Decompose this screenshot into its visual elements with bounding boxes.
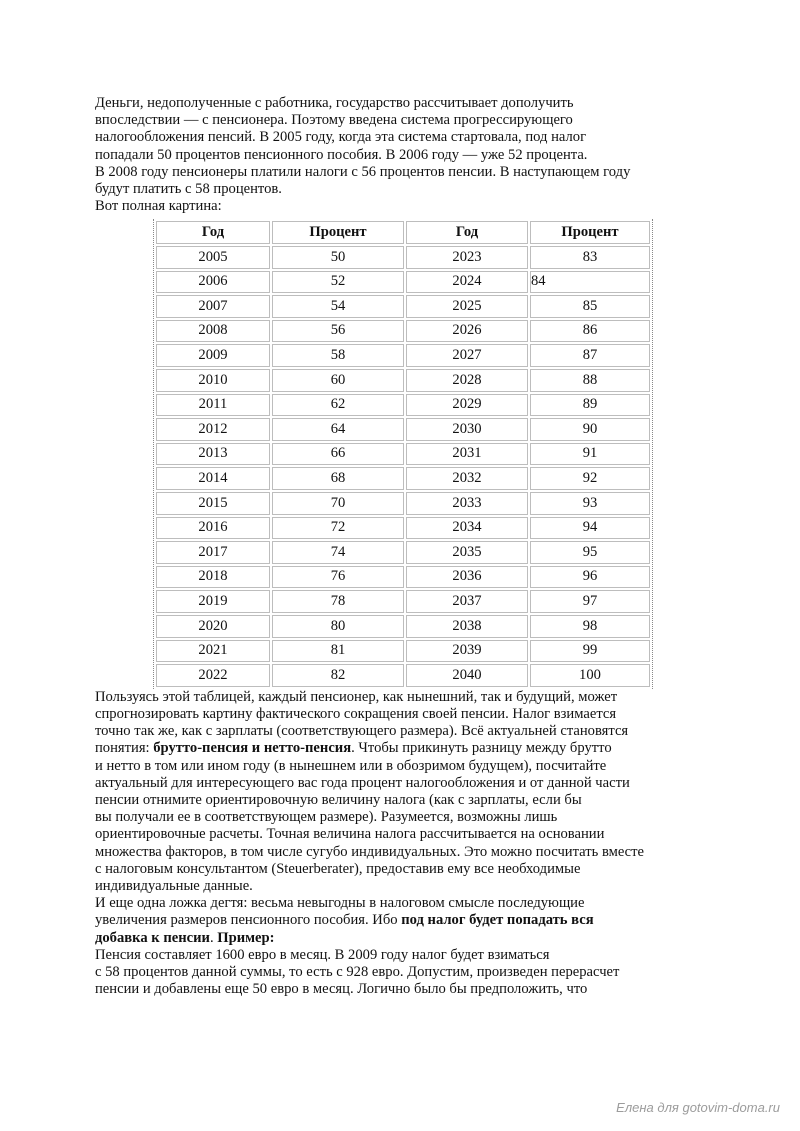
intro-line: налогообложения пенсий. В 2005 году, когда эта система стартовала, под налог [95, 129, 587, 146]
body-line: пенсии отнимите ориентировочную величину налога (как с зарплаты, если бы [95, 791, 582, 808]
percent-cell: 64 [272, 418, 404, 441]
percent-cell: 80 [272, 615, 404, 638]
year-cell: 2023 [406, 246, 528, 269]
table-row [156, 443, 650, 466]
percent-cell: 84 [530, 271, 650, 294]
year-cell: 2013 [156, 443, 270, 466]
year-cell: 2034 [406, 517, 528, 540]
year-cell: 2010 [156, 369, 270, 392]
header-percent: Процент [272, 221, 404, 244]
table-header-row [156, 221, 650, 244]
percent-cell: 72 [272, 517, 404, 540]
year-cell: 2012 [156, 418, 270, 441]
percent-cell: 97 [530, 590, 650, 613]
year-cell: 2037 [406, 590, 528, 613]
percent-cell: 78 [272, 590, 404, 613]
year-cell: 2030 [406, 418, 528, 441]
intro-line: Деньги, недополученные с работника, государство рассчитывает дополучить [95, 95, 574, 111]
year-cell: 2031 [406, 443, 528, 466]
body-line: ориентировочные расчеты. Точная величина налога рассчитывается на основании [95, 826, 605, 843]
percent-cell: 66 [272, 443, 404, 466]
intro-line: впоследствии — с пенсионера. Поэтому введена система прогрессирующего [95, 112, 573, 129]
table-row [156, 320, 650, 343]
intro-paragraph [95, 95, 715, 215]
bold-term: брутто-пенсия и нетто-пенсия [153, 740, 352, 757]
body-line [95, 912, 715, 929]
percent-cell: 83 [530, 246, 650, 269]
intro-line: попадали 50 процентов пенсионного пособия. В 2006 году — уже 52 процента. [95, 146, 588, 163]
year-cell: 2032 [406, 467, 528, 490]
year-cell: 2007 [156, 295, 270, 318]
table-row [156, 615, 650, 638]
table-row [156, 541, 650, 564]
body-line [95, 740, 715, 757]
year-cell: 2008 [156, 320, 270, 343]
intro-line: В 2008 году пенсионеры платили налоги с 56 процентов пенсии. В наступающем году [95, 163, 631, 180]
body-line: актуальный для интересующего вас года процент налогообложения и от данной части [95, 774, 630, 791]
percent-cell: 86 [530, 320, 650, 343]
header-year: Год [156, 221, 270, 244]
document-page [95, 95, 715, 998]
percent-cell: 92 [530, 467, 650, 490]
year-cell: 2017 [156, 541, 270, 564]
table-row [156, 590, 650, 613]
percent-cell: 70 [272, 492, 404, 515]
watermark: Елена для gotovim-doma.ru [616, 1100, 780, 1115]
year-cell: 2014 [156, 467, 270, 490]
body-line: множества факторов, в том числе сугубо индивидуальных. Это можно посчитать вместе [95, 843, 644, 860]
percent-cell: 81 [272, 640, 404, 663]
year-cell: 2020 [156, 615, 270, 638]
tax-percent-table [153, 219, 653, 688]
year-cell: 2009 [156, 344, 270, 367]
body-line: Пенсия составляет 1600 евро в месяц. В 2009 году налог будет взиматься [95, 946, 550, 963]
body-line: спрогнозировать картину фактического сокращения своей пенсии. Налог взимается [95, 705, 617, 722]
percent-cell: 89 [530, 394, 650, 417]
header-percent: Процент [530, 221, 650, 244]
tax-percent-table-wrap [153, 219, 649, 688]
percent-cell: 90 [530, 418, 650, 441]
body-line: вы получали ее в соответствующем размере). Разумеется, возможны лишь [95, 809, 558, 826]
body-line: и нетто в том или ином году (в нынешнем или в обозримом будущем), посчитайте [95, 757, 607, 774]
body-text: понятия: [95, 740, 154, 757]
table-row [156, 295, 650, 318]
percent-cell: 99 [530, 640, 650, 663]
bold-text: добавка к пенсии [95, 929, 210, 946]
year-cell: 2027 [406, 344, 528, 367]
table-row [156, 664, 650, 687]
percent-cell: 76 [272, 566, 404, 589]
body-line: Пользуясь этой таблицей, каждый пенсионер, как нынешний, так и будущий, может [95, 688, 618, 705]
year-cell: 2028 [406, 369, 528, 392]
table-body [156, 246, 650, 687]
body-paragraph-1 [95, 689, 715, 895]
body-line [95, 930, 715, 947]
body-paragraph-2 [95, 895, 715, 947]
example-label: Пример: [217, 929, 275, 946]
year-cell: 2019 [156, 590, 270, 613]
table-row [156, 467, 650, 490]
table-row [156, 344, 650, 367]
percent-cell: 94 [530, 517, 650, 540]
body-line: пенсии и добавлены еще 50 евро в месяц. Логично было бы предположить, что [95, 981, 588, 998]
percent-cell: 98 [530, 615, 650, 638]
year-cell: 2029 [406, 394, 528, 417]
percent-cell: 93 [530, 492, 650, 515]
percent-cell: 58 [272, 344, 404, 367]
table-row [156, 517, 650, 540]
bold-text: под налог будет попадать вся [401, 912, 594, 929]
year-cell: 2015 [156, 492, 270, 515]
percent-cell: 88 [530, 369, 650, 392]
table-row [156, 369, 650, 392]
year-cell: 2005 [156, 246, 270, 269]
year-cell: 2018 [156, 566, 270, 589]
year-cell: 2021 [156, 640, 270, 663]
header-year: Год [406, 221, 528, 244]
body-text: увеличения размеров пенсионного пособия. Ибо [95, 912, 402, 929]
body-text: . Чтобы прикинуть разницу между брутто [351, 740, 612, 757]
percent-cell: 95 [530, 541, 650, 564]
year-cell: 2038 [406, 615, 528, 638]
percent-cell: 62 [272, 394, 404, 417]
body-line: индивидуальные данные. [95, 877, 253, 894]
percent-cell: 85 [530, 295, 650, 318]
intro-line: Вот полная картина: [95, 198, 222, 215]
year-cell: 2016 [156, 517, 270, 540]
percent-cell: 60 [272, 369, 404, 392]
percent-cell: 74 [272, 541, 404, 564]
year-cell: 2036 [406, 566, 528, 589]
body-paragraph-3 [95, 947, 715, 999]
year-cell: 2035 [406, 541, 528, 564]
body-line: И еще одна ложка дегтя: весьма невыгодны в налоговом смысле последующие [95, 895, 585, 912]
table-row [156, 492, 650, 515]
body-line: с налоговым консультантом (Steuerberater), предоставив ему все необходимые [95, 860, 581, 877]
year-cell: 2024 [406, 271, 528, 294]
table-row [156, 418, 650, 441]
percent-cell: 96 [530, 566, 650, 589]
percent-cell: 82 [272, 664, 404, 687]
percent-cell: 52 [272, 271, 404, 294]
body-line: с 58 процентов данной суммы, то есть с 928 евро. Допустим, произведен перерасчет [95, 963, 620, 980]
table-row [156, 394, 650, 417]
year-cell: 2039 [406, 640, 528, 663]
year-cell: 2025 [406, 295, 528, 318]
percent-cell: 87 [530, 344, 650, 367]
table-row [156, 246, 650, 269]
table-row [156, 271, 650, 294]
year-cell: 2006 [156, 271, 270, 294]
body-text: . [209, 929, 218, 946]
percent-cell: 68 [272, 467, 404, 490]
percent-cell: 50 [272, 246, 404, 269]
body-line: точно так же, как с зарплаты (соответствующего размера). Всё актуальней становятся [95, 723, 629, 740]
year-cell: 2026 [406, 320, 528, 343]
year-cell: 2040 [406, 664, 528, 687]
table-row [156, 640, 650, 663]
percent-cell: 56 [272, 320, 404, 343]
percent-cell: 100 [530, 664, 650, 687]
table-row [156, 566, 650, 589]
year-cell: 2033 [406, 492, 528, 515]
year-cell: 2011 [156, 394, 270, 417]
percent-cell: 54 [272, 295, 404, 318]
intro-line: будут платить с 58 процентов. [95, 181, 282, 198]
percent-cell: 91 [530, 443, 650, 466]
year-cell: 2022 [156, 664, 270, 687]
